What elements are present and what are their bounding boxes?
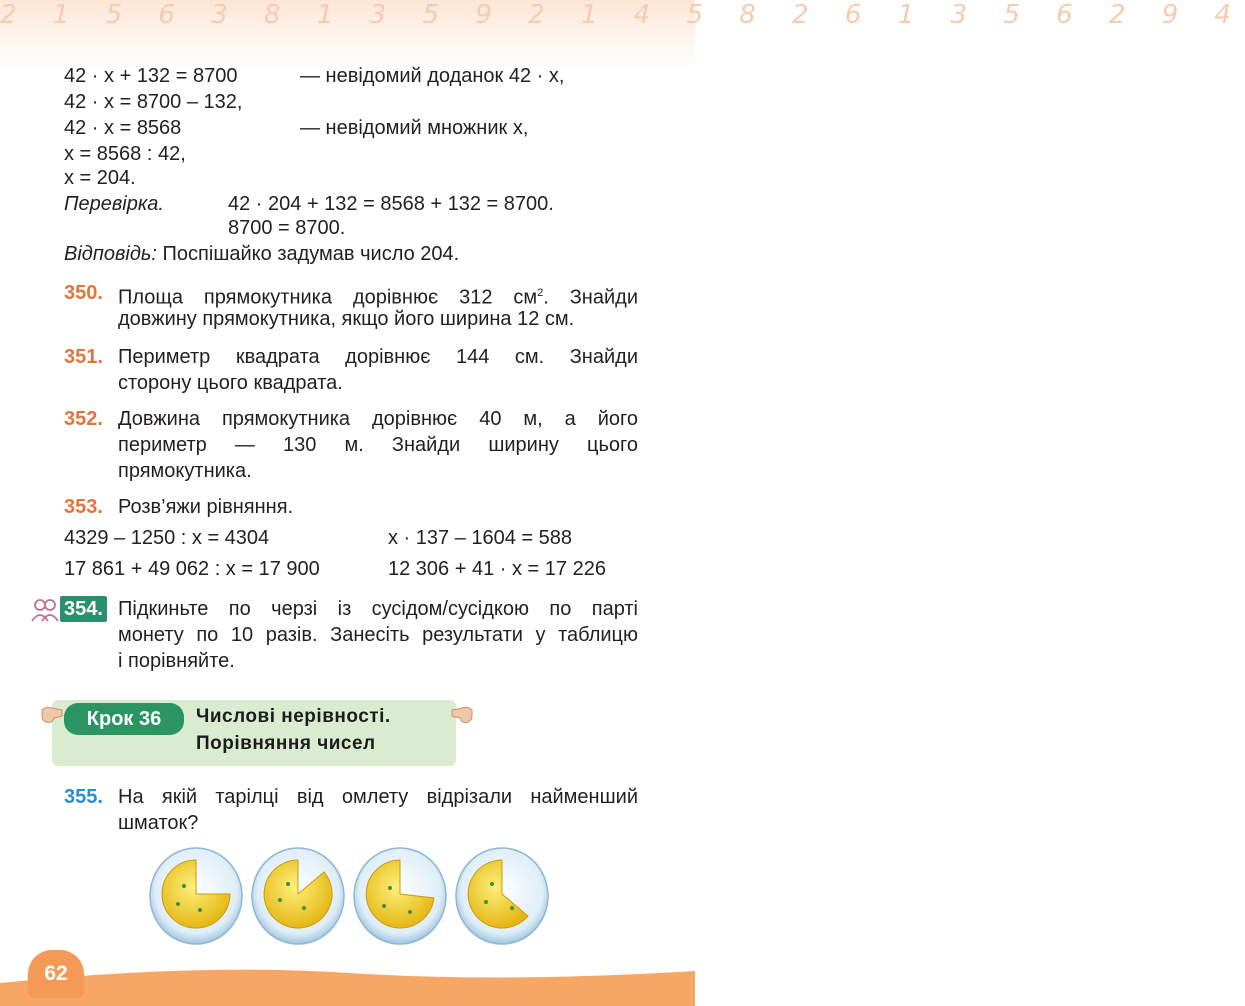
decorative-digits: 2 1 5 6 3 8 1 3 5 9 2 1 4 5 8 2 6 1 3 5 6 2 9 4 xyxy=(0,0,1245,30)
task-355-number: 355. xyxy=(64,786,103,808)
step-badge: Крок 36 xyxy=(64,703,184,735)
task-350-number: 350. xyxy=(64,282,103,304)
answer-label: Відповідь: xyxy=(64,243,157,265)
plate-3 xyxy=(354,848,446,944)
equation-4: 12 306 + 41 · x = 17 226 xyxy=(388,558,606,580)
task-352-text: Довжина прямокутника дорівнює 40 м, а його периметр — 130 м. Знайди ширину цього прямокутника. xyxy=(118,408,638,482)
task-354-number: 354. xyxy=(60,596,107,622)
task-352-number: 352. xyxy=(64,408,103,430)
check-label: Перевірка. xyxy=(64,193,164,215)
equation-1: 4329 – 1250 : x = 4304 xyxy=(64,527,270,549)
task-350-text: Площа прямокутника дорівнює 312 $см^2$. Знайди довжину прямокутника, якщо його ширина 12 см. xyxy=(118,286,638,330)
pointing-hand-left-icon xyxy=(40,704,64,726)
pair-work-icon xyxy=(30,597,60,623)
plate-2 xyxy=(252,848,344,944)
solution-line-4: x = 8568 : 42, xyxy=(64,143,186,165)
omelet-plates-illustration xyxy=(148,838,548,948)
check-line-1: 42 · 204 + 132 = 8568 + 132 = 8700. xyxy=(228,193,554,215)
task-353-text: Розв’яжи рівняння. xyxy=(118,496,294,518)
task-354-text: Підкиньте по черзі із сусідом/сусідкою по парті монету по 10 разів. Занесіть результати у таблицю і порівняйте. xyxy=(118,598,638,672)
solution-note-3: — невідомий множник x, xyxy=(300,117,529,139)
task-353-number: 353. xyxy=(64,496,103,518)
answer-line xyxy=(64,242,459,266)
step-title: Числові нерівності. Порівняння чисел xyxy=(196,706,391,754)
equation-2: x · 137 – 1604 = 588 xyxy=(388,527,573,549)
solution-note-1: — невідомий доданок 42 · x, xyxy=(300,65,565,87)
check-line-2: 8700 = 8700. xyxy=(228,217,346,239)
task-351-number: 351. xyxy=(64,346,103,368)
solution-line-5: x = 204. xyxy=(64,167,136,189)
solution-line-2: 42 · x = 8700 – 132, xyxy=(64,91,243,113)
plate-4 xyxy=(456,848,548,944)
page-number: 62 xyxy=(28,950,84,998)
answer-text: Поспішайко задумав число 204. xyxy=(162,243,460,265)
solution-line-3: 42 · x = 8568 xyxy=(64,117,182,139)
task-355-text: На якій тарілці від омлету відрізали найменший шматок? xyxy=(118,786,638,834)
solution-line-1: 42 · x + 132 = 8700 xyxy=(64,65,238,87)
plate-1 xyxy=(150,848,242,944)
pointing-hand-right-icon xyxy=(450,704,474,726)
page-footer-band xyxy=(0,953,695,1006)
task-351-text: Периметр квадрата дорівнює 144 см. Знайди сторону цього квадрата. xyxy=(118,346,638,394)
equation-3: 17 861 + 49 062 : x = 17 900 xyxy=(64,558,320,580)
